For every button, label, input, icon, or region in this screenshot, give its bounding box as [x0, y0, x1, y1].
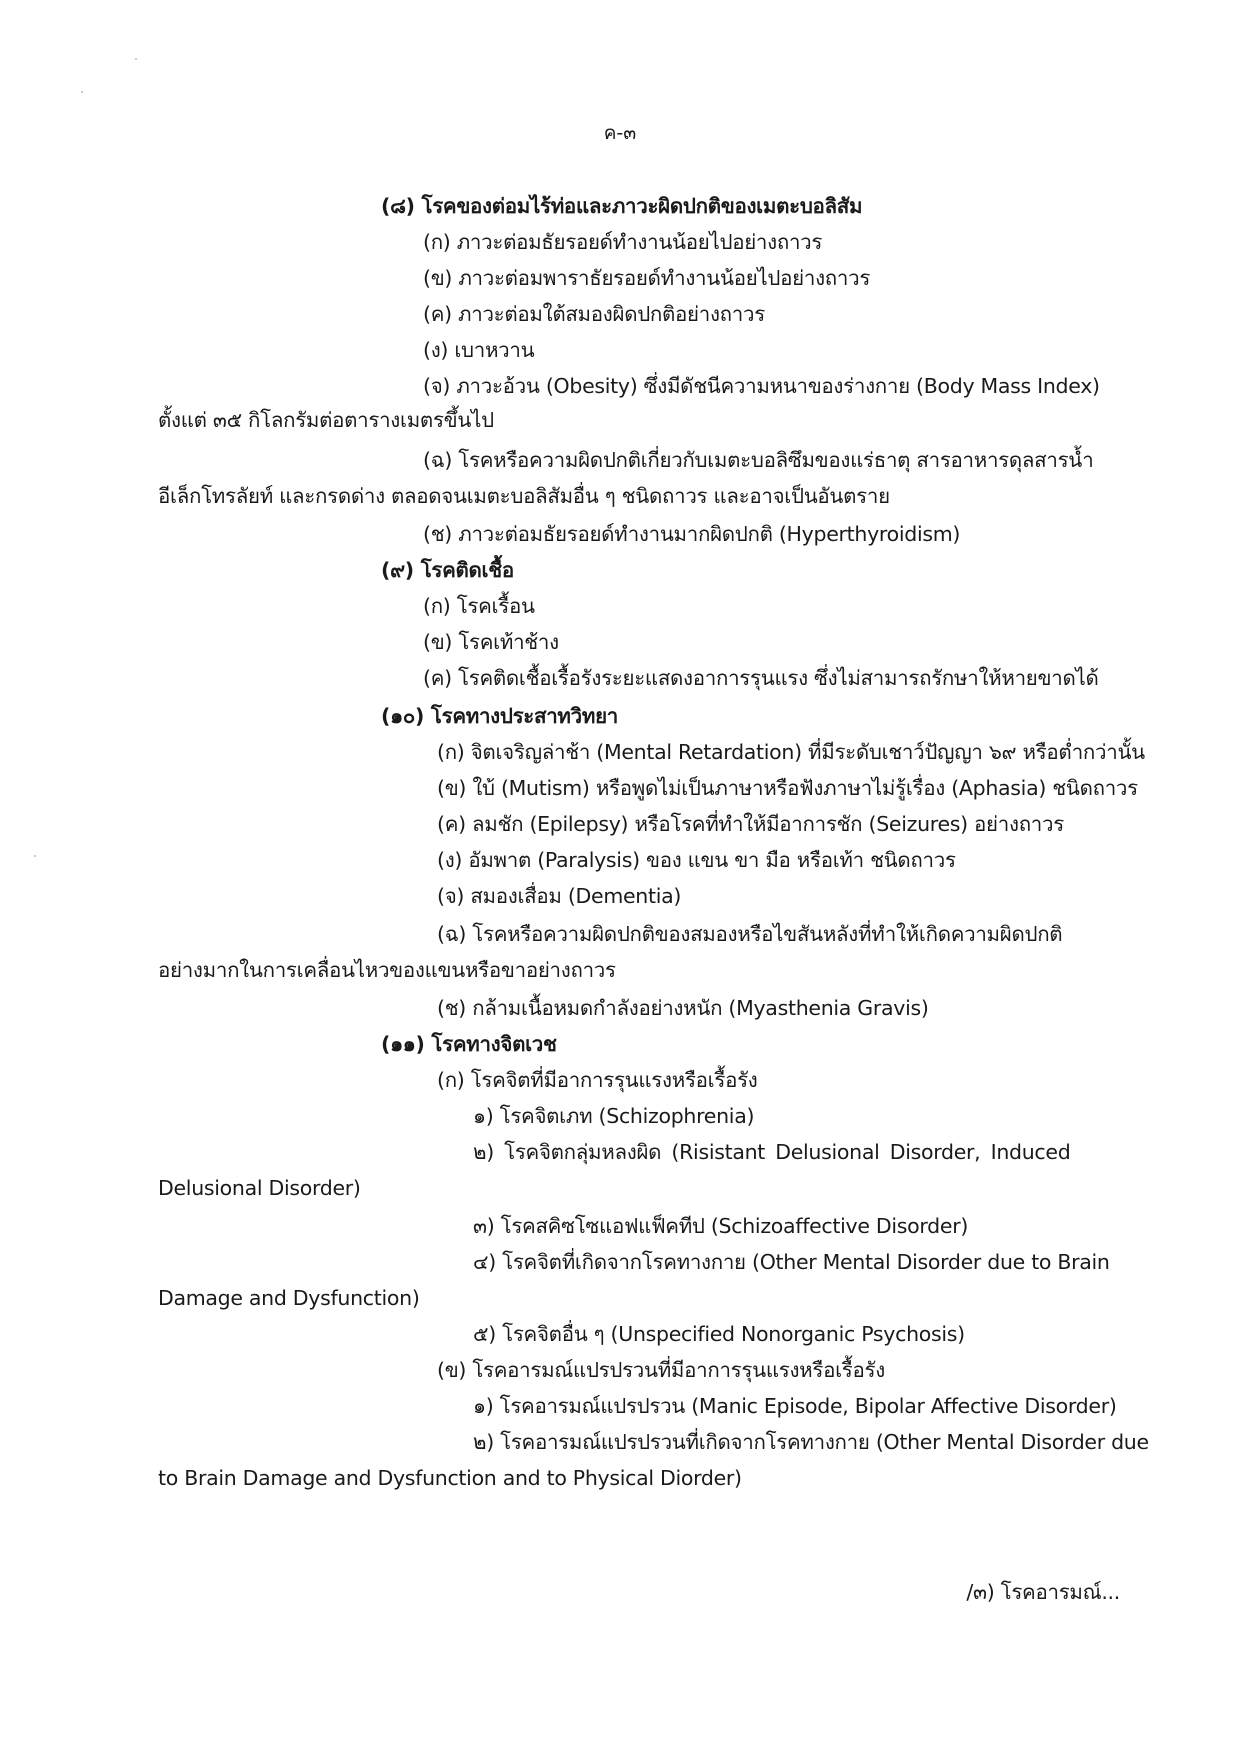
- list-item: (ข) โรคอารมณ์แปรปรวนที่มีอาการรุนแรงหรือเรื้อรัง: [437, 1358, 885, 1382]
- list-item: (ค) โรคติดเชื้อเรื้อรังระยะแสดงอาการรุนแรง ซึ่งไม่สามารถรักษาให้หายขาดได้: [423, 666, 1099, 690]
- list-item-continuation: Damage and Dysfunction): [158, 1286, 420, 1310]
- list-subitem: ๑) โรคจิตเภท (Schizophrenia): [473, 1104, 755, 1128]
- list-item: (ข) ใบ้ (Mutism) หรือพูดไม่เป็นภาษาหรือฟังภาษาไม่รู้เรื่อง (Aphasia) ชนิดถาวร: [437, 776, 1138, 800]
- list-subitem: ๕) โรคจิตอื่น ๆ (Unspecified Nonorganic Psychosis): [473, 1322, 965, 1346]
- section-heading-8: (๘) โรคของต่อมไร้ท่อและภาวะผิดปกติของเมตะบอลิสัม: [381, 194, 863, 218]
- list-item: (ก) โรคจิตที่มีอาการรุนแรงหรือเรื้อรัง: [437, 1068, 758, 1092]
- list-item-continuation: ตั้งแต่ ๓๕ กิโลกรัมต่อตารางเมตรขึ้นไป: [158, 408, 494, 432]
- list-item: (ช) ภาวะต่อมธัยรอยด์ทำงานมากผิดปกติ (Hyperthyroidism): [423, 522, 961, 546]
- page-number: ค-๓: [603, 122, 637, 144]
- list-item: (ค) ลมชัก (Epilepsy) หรือโรคที่ทำให้มีอาการชัก (Seizures) อย่างถาวร: [437, 812, 1064, 836]
- list-item: (จ) สมองเสื่อม (Dementia): [437, 884, 682, 908]
- scan-speck: [135, 58, 137, 60]
- list-item: (จ) ภาวะอ้วน (Obesity) ซึ่งมีดัชนีความหนาของร่างกาย (Body Mass Index): [423, 374, 1100, 398]
- list-item: (ง) เบาหวาน: [423, 338, 535, 362]
- section-heading-10: (๑๐) โรคทางประสาทวิทยา: [381, 704, 618, 728]
- continuation-marker: /๓) โรคอารมณ์...: [966, 1580, 1120, 1604]
- section-heading-11: (๑๑) โรคทางจิตเวช: [381, 1032, 557, 1056]
- list-subitem: ๓) โรคสคิซโซแอฟแฟ็คทีป (Schizoaffective Disorder): [473, 1214, 969, 1238]
- scan-speck: [34, 855, 36, 857]
- list-item-continuation: อย่างมากในการเคลื่อนไหวของแขนหรือขาอย่างถาวร: [158, 958, 616, 982]
- list-subitem: ๑) โรคอารมณ์แปรปรวน (Manic Episode, Bipolar Affective Disorder): [473, 1394, 1117, 1418]
- scan-speck: [81, 91, 83, 93]
- list-item: (ฉ) โรคหรือความผิดปกติของสมองหรือไขสันหลังที่ทำให้เกิดความผิดปกติ: [437, 922, 1063, 946]
- section-heading-9: (๙) โรคติดเชื้อ: [381, 558, 514, 582]
- list-item: (ข) โรคเท้าช้าง: [423, 630, 559, 654]
- list-item: (ง) อัมพาต (Paralysis) ของ แขน ขา มือ หรือเท้า ชนิดถาวร: [437, 848, 956, 872]
- list-item: (ฉ) โรคหรือความผิดปกติเกี่ยวกับเมตะบอลิซึมของแร่ธาตุ สารอาหารดุลสารน้ำ: [423, 448, 1094, 472]
- list-item-continuation: to Brain Damage and Dysfunction and to Physical Diorder): [158, 1466, 742, 1490]
- list-subitem: ๒) โรคจิตกลุ่มหลงผิด (Risistant Delusional Disorder, Induced: [473, 1140, 1071, 1164]
- list-item: (ก) โรคเรื้อน: [423, 594, 535, 618]
- list-item: (ก) ภาวะต่อมธัยรอยด์ทำงานน้อยไปอย่างถาวร: [423, 230, 823, 254]
- list-item-continuation: Delusional Disorder): [158, 1176, 361, 1200]
- list-item: (ข) ภาวะต่อมพาราธัยรอยด์ทำงานน้อยไปอย่างถาวร: [423, 266, 871, 290]
- list-item: (ก) จิตเจริญล่าช้า (Mental Retardation) ที่มีระดับเชาว์ปัญญา ๖๙ หรือต่ำกว่านั้น: [437, 740, 1145, 764]
- list-item-continuation: อีเล็กโทรลัยท์ และกรดด่าง ตลอดจนเมตะบอลิสัมอื่น ๆ ชนิดถาวร และอาจเป็นอันตราย: [158, 484, 890, 508]
- list-item: (ช) กล้ามเนื้อหมดกำลังอย่างหนัก (Myasthenia Gravis): [437, 996, 929, 1020]
- list-subitem: ๒) โรคอารมณ์แปรปรวนที่เกิดจากโรคทางกาย (Other Mental Disorder due: [473, 1430, 1149, 1454]
- list-subitem: ๔) โรคจิตที่เกิดจากโรคทางกาย (Other Mental Disorder due to Brain: [473, 1250, 1110, 1274]
- list-item: (ค) ภาวะต่อมใต้สมองผิดปกติอย่างถาวร: [423, 302, 765, 326]
